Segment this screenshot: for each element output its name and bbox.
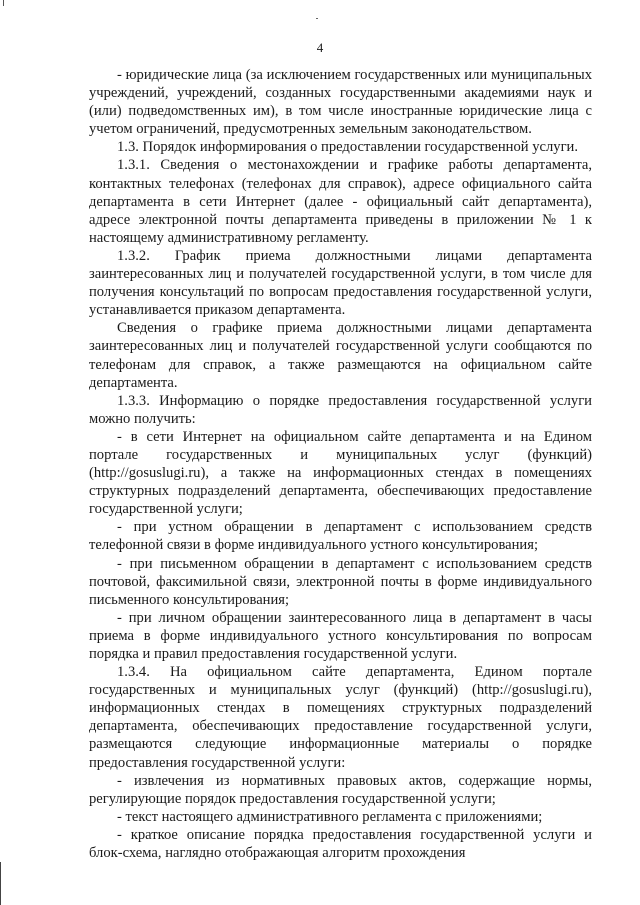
paragraph: 1.3.1. Сведения о местонахождении и графике работы департамента, контактных телефонах (телефонах для справок), адресе официального сайта департамента в сети Интернет (далее - официальный сайт департамента), адресе электронной почты департамента приведены в приложении № 1 к настоящему административному регламенту. [89, 157, 592, 246]
paragraph: - извлечения из нормативных правовых актов, содержащие нормы, регулирующие порядок предоставления государственной услуги; [89, 772, 592, 807]
document-body [89, 66, 592, 862]
paragraph: - текст настоящего административного регламента с приложениями; [117, 808, 543, 825]
paragraph: 1.3.4. На официальном сайте департамента, Едином портале государственных и муниципальных услуг (функций) (http://gosuslugi.ru), информационных стендах в помещениях структурных подразделений департамента, обеспечивающих предоставление государственной услуги, размещаются следующие информационные материалы о порядке предоставления государственной услуги: [89, 664, 592, 771]
scan-edge-mark [0, 862, 1, 905]
paragraph: - юридические лица (за исключением государственных или муниципальных учреждений, учреждений, созданных государственными академиями наук и (или) подведомственных им), в том числе иностранные юридические лица с учетом ограничений, предусмотренных земельным законодательством. [89, 67, 592, 138]
paragraph: - при устном обращении в департамент с использованием средств телефонной связи в форме индивидуального устного консультирования; [89, 519, 592, 554]
paragraph: - при личном обращении заинтересованного лица в департамент в часы приема в форме индивидуального устного консультирования по вопросам порядка и правил предоставления государственной услуги. [89, 609, 592, 662]
paragraph: 1.3.2. График приема должностными лицами департамента заинтересованных лиц и получателей государственной услуги, в том числе для получения консультаций по вопросам предоставления государственной услуги, устанавливается приказом департамента. [89, 247, 592, 319]
paragraph: 1.3.3. Информацию о порядке предоставления государственной услуги можно получить: [89, 392, 592, 427]
paragraph: 1.3. Порядок информирования о предоставлении государственной услуги. [117, 139, 579, 156]
scan-edge-mark [3, 0, 4, 6]
page-number: 4 [316, 40, 324, 55]
paragraph: - при письменном обращении в департамент с использованием средств почтовой, факсимильной связи, электронной почты в форме индивидуального письменного консультирования; [89, 555, 592, 608]
paragraph: Сведения о графике приема должностными лицами департамента заинтересованных лиц и получателей государственной услуги сообщаются по телефонам для справок, а также размещаются на официальном сайте департамента. [89, 320, 592, 391]
paragraph: - в сети Интернет на официальном сайте департамента и на Едином портале государственных и муниципальных услуг (функций) (http://gosuslugi.ru), а также на информационных стендах в помещениях структурных подразделений департамента, обеспечивающих предоставление государственной услуги; [89, 428, 592, 518]
scan-speck [316, 18, 318, 19]
paragraph: - краткое описание порядка предоставления государственной услуги и блок-схема, наглядно отображающая алгоритм прохождения [89, 826, 592, 862]
